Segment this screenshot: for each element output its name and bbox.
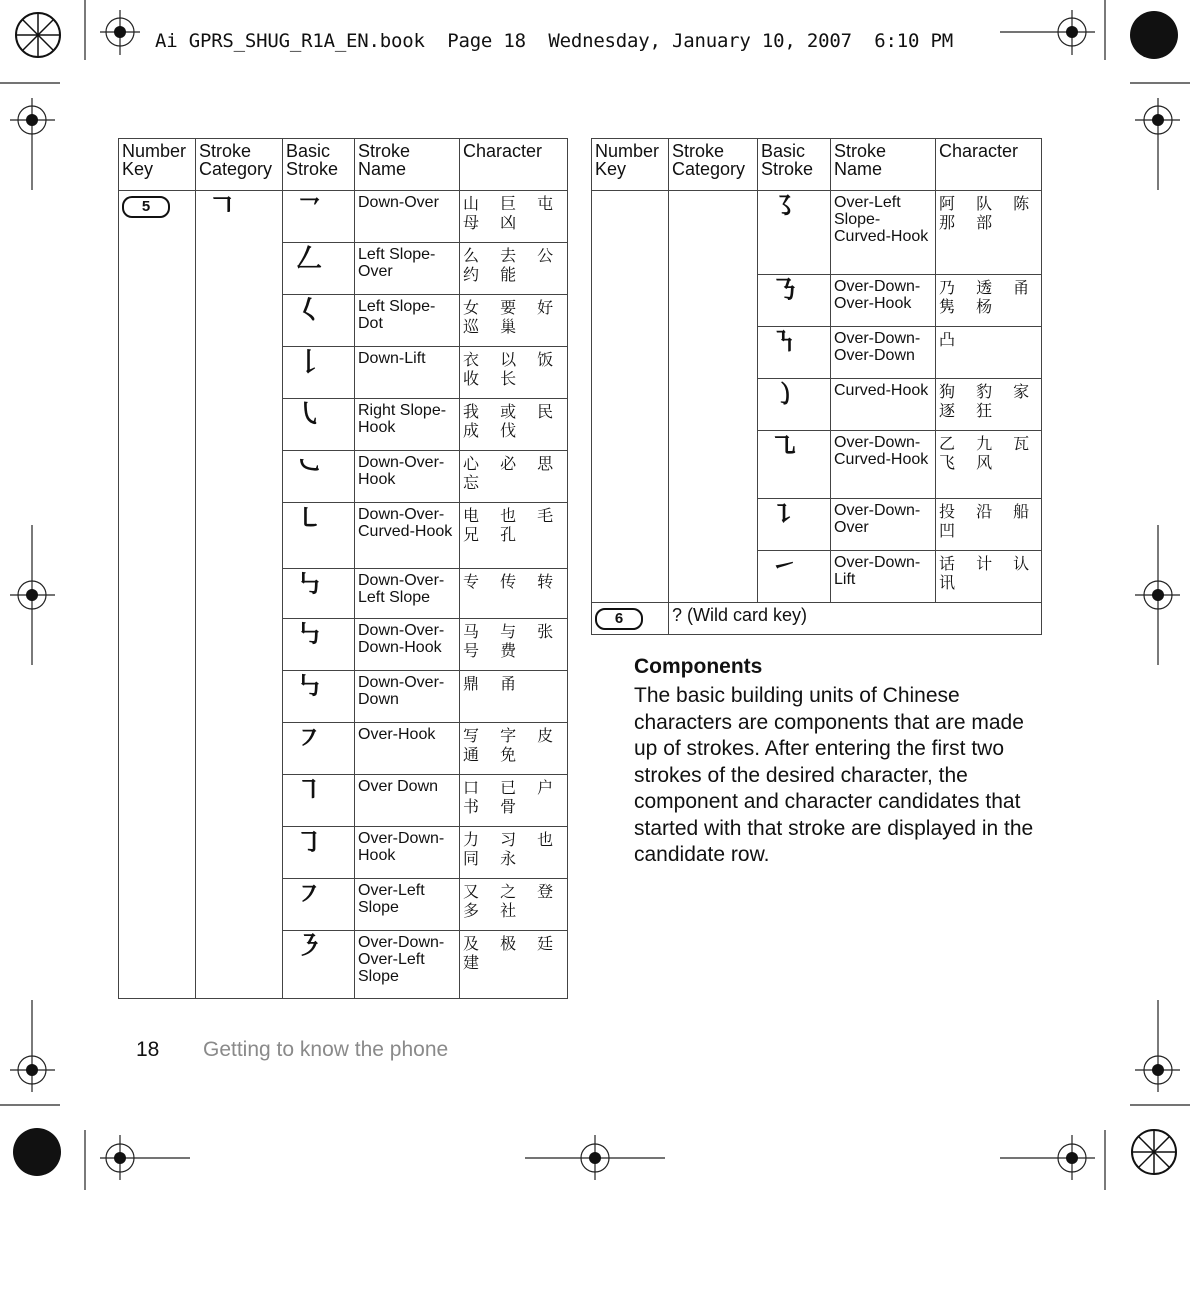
characters: 乙 九 瓦 飞 风 [936, 431, 1042, 499]
stroke-icon: ㇡ [771, 276, 798, 306]
header-character: Character [936, 139, 1042, 191]
header-number-key: Number Key [592, 139, 669, 191]
characters: 又 之 登 多 社 [460, 879, 568, 931]
stroke-name: Over-Down-Over [831, 499, 936, 551]
print-header: Ai GPRS_SHUG_R1A_EN.book Page 18 Wednesday, January 10, 2007 6:10 PM [155, 30, 953, 52]
stroke-icon: ㇄ [296, 504, 323, 534]
characters: 鼎 甬 [460, 671, 568, 723]
category-stroke-icon: 𠃍 [209, 192, 236, 222]
stroke-icon: ㇕ [296, 776, 323, 806]
stroke-name: Over-Left Slope [355, 879, 460, 931]
key-5-icon: 5 [122, 196, 170, 218]
stroke-icon: ㇌ [771, 192, 798, 222]
characters: 话 计 认 讯 [936, 551, 1042, 603]
characters: 写 字 皮 通 免 [460, 723, 568, 775]
stroke-name: Curved-Hook [831, 379, 936, 431]
header-stroke-name: Stroke Name [831, 139, 936, 191]
characters: 投 沿 船 凹 [936, 499, 1042, 551]
header-number-key: Number Key [119, 139, 196, 191]
characters: 阿 队 陈 那 部 [936, 191, 1042, 275]
header-basic-stroke: Basic Stroke [758, 139, 831, 191]
characters: 我 或 民 成 伐 [460, 399, 568, 451]
stroke-icon: ㇀ [771, 552, 798, 582]
stroke-icon: 𡿨 [296, 296, 323, 326]
stroke-icon: ㇉ [296, 620, 323, 650]
stroke-icon: ㇉ [296, 672, 323, 702]
header-basic-stroke: Basic Stroke [283, 139, 355, 191]
stroke-icon: ㇇ [296, 880, 323, 910]
characters: 么 去 公 约 能 [460, 243, 568, 295]
header-stroke-name: Stroke Name [355, 139, 460, 191]
stroke-table-left [118, 138, 568, 999]
characters: 山 巨 屯 母 凶 [460, 191, 568, 243]
stroke-name: Over-Down-Hook [355, 827, 460, 879]
stroke-icon: ㇋ [296, 932, 323, 962]
stroke-icon: ㇖ [296, 192, 323, 222]
stroke-name: Over-Down-Curved-Hook [831, 431, 936, 499]
stroke-name: Over Down [355, 775, 460, 827]
characters: 心 必 思 忘 [460, 451, 568, 503]
stroke-name: Left Slope-Dot [355, 295, 460, 347]
stroke-name: Over-Hook [355, 723, 460, 775]
stroke-icon: ㇂ [296, 400, 323, 430]
stroke-name: Down-Over-Down-Hook [355, 619, 460, 671]
characters: 口 已 户 书 骨 [460, 775, 568, 827]
stroke-category-cell [196, 191, 283, 999]
stroke-icon: ㇎ [771, 328, 798, 358]
characters: 马 与 张 号 费 [460, 619, 568, 671]
characters: 乃 透 甬 隽 杨 [936, 275, 1042, 327]
stroke-icon: ㇈ [771, 432, 798, 462]
section-title: Getting to know the phone [203, 1038, 449, 1061]
characters: 电 也 毛 兄 孔 [460, 503, 568, 569]
stroke-name: Down-Lift [355, 347, 460, 399]
header-character: Character [460, 139, 568, 191]
characters: 女 要 好 巡 巢 [460, 295, 568, 347]
stroke-name: Right Slope-Hook [355, 399, 460, 451]
stroke-name: Down-Over-Left Slope [355, 569, 460, 619]
stroke-name: Down-Over [355, 191, 460, 243]
number-key-cell [592, 191, 669, 603]
characters: 狗 豹 家 逐 狂 [936, 379, 1042, 431]
characters: 专 传 转 [460, 569, 568, 619]
characters: 衣 以 饭 收 长 [460, 347, 568, 399]
page-number: 18 [136, 1038, 160, 1061]
header-stroke-category: Stroke Category [196, 139, 283, 191]
characters: 凸 [936, 327, 1042, 379]
stroke-name: Left Slope-Over [355, 243, 460, 295]
components-heading: Components [634, 655, 763, 678]
characters: 及 极 廷 建 [460, 931, 568, 999]
stroke-name: Over-Left Slope-Curved-Hook [831, 191, 936, 275]
stroke-name: Over-Down-Lift [831, 551, 936, 603]
stroke-name: Down-Over-Hook [355, 451, 460, 503]
stroke-table-right [591, 138, 1042, 635]
stroke-icon: ㇃ [296, 452, 323, 482]
stroke-name: Over-Down-Over-Down [831, 327, 936, 379]
stroke-icon: 𠃋 [296, 244, 323, 274]
number-key-cell [119, 191, 196, 999]
stroke-name: Down-Over-Curved-Hook [355, 503, 460, 569]
stroke-icon: ㇁ [771, 380, 798, 410]
stroke-icon: ㇇ [296, 724, 323, 754]
stroke-name: Down-Over-Down [355, 671, 460, 723]
components-body: The basic building units of Chinese characters are components that are made up of strokes. After entering the first two strokes of the desired character, the component and character candidates that started with that stroke are displayed in the candidate row. [634, 684, 1034, 866]
stroke-icon: ㇊ [771, 500, 798, 530]
key-6-icon: 6 [595, 608, 643, 630]
stroke-category-cell [669, 191, 758, 603]
stroke-name: Over-Down-Over-Hook [831, 275, 936, 327]
components-section [634, 655, 1044, 869]
header-stroke-category: Stroke Category [669, 139, 758, 191]
stroke-icon: ㇉ [296, 570, 323, 600]
characters: 力 习 也 同 永 [460, 827, 568, 879]
stroke-icon: 𠄌 [296, 348, 323, 378]
number-key-cell [592, 603, 669, 635]
stroke-icon: ㇆ [296, 828, 323, 858]
stroke-name: Over-Down-Over-Left Slope [355, 931, 460, 999]
wild-card-text: ? (Wild card key) [669, 603, 1042, 635]
